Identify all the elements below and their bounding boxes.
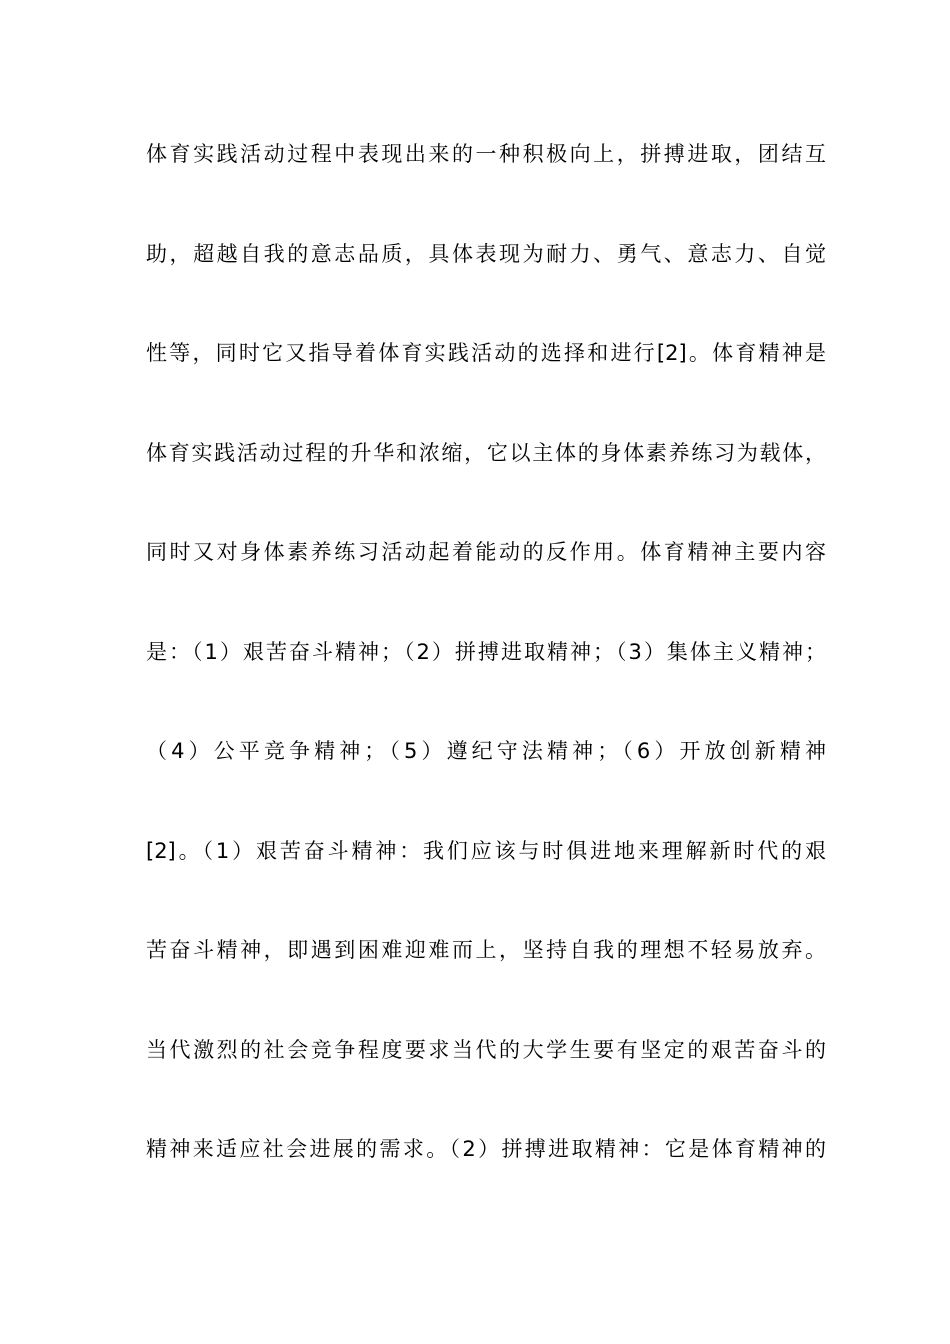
body-text	[146, 126, 826, 1221]
text-line: 性等，同时它又指导着体育实践活动的选择和进行[2]。体育精神是	[146, 341, 826, 365]
text-line: 助，超越自我的意志品质，具体表现为耐力、勇气、意志力、自觉	[146, 241, 826, 266]
text-line: （4）公平竞争精神；（5）遵纪守法精神；（6）开放创新精神	[146, 739, 826, 763]
text-line: 体育实践活动过程的升华和浓缩，它以主体的身体素养练习为载体，	[146, 440, 826, 465]
text-line: 当代激烈的社会竞争程度要求当代的大学生要有坚定的艰苦奋斗的	[146, 1037, 826, 1062]
text-line: 苦奋斗精神，即遇到困难迎难而上，坚持自我的理想不轻易放弃。	[146, 938, 826, 962]
text-line: [2]。（1）艰苦奋斗精神：我们应该与时俱进地来理解新时代的艰	[146, 838, 826, 863]
text-line: 体育实践活动过程中表现出来的一种积极向上，拼搏进取，团结互	[146, 142, 826, 166]
text-line: 同时又对身体素养练习活动起着能动的反作用。体育精神主要内容	[146, 540, 826, 564]
text-line: 精神来适应社会进展的需求。（2）拼搏进取精神：它是体育精神的	[146, 1137, 826, 1161]
text-line: 是：（1）艰苦奋斗精神；（2）拼搏进取精神；（3）集体主义精神；	[146, 639, 826, 664]
